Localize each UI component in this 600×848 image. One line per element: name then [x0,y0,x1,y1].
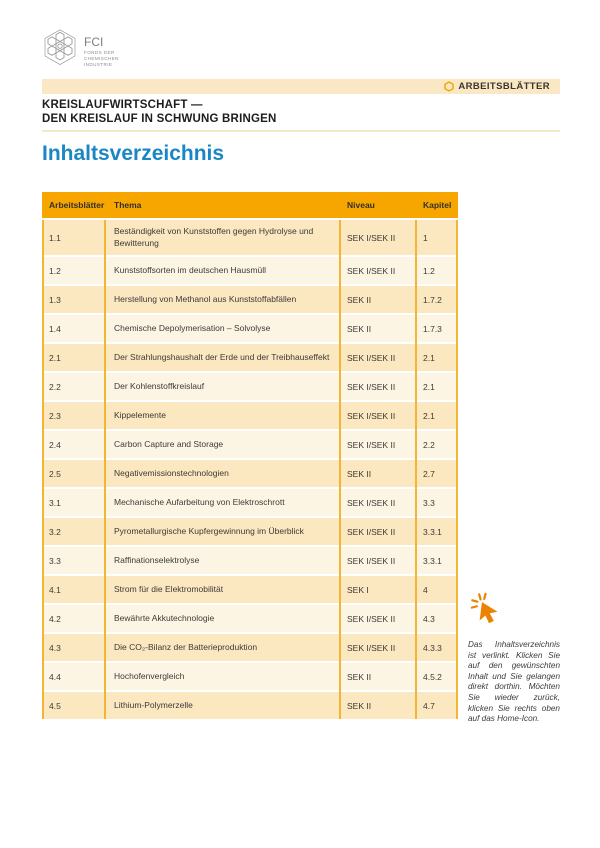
cell-kapitel: 4.3.3 [423,642,442,653]
cell-niveau: SEK I/SEK II [347,232,396,243]
hexagon-icon [444,81,454,92]
cell-thema: Kunststoffsorten im deutschen Hausmüll [114,264,266,275]
fci-logo [42,29,119,68]
cell-kapitel: 2.1 [423,381,435,392]
cell-thema: Hochofenvergleich [114,670,185,681]
cell-arbeitsblatt-id: 4.1 [49,584,61,595]
cell-niveau: SEK II [347,700,372,711]
cell-arbeitsblatt-id: 2.1 [49,352,61,363]
cell-kapitel: 3.3.1 [423,526,442,537]
cell-niveau: SEK I/SEK II [347,352,396,363]
cell-thema: Pyrometallurgische Kupfergewinnung im Überblick [114,525,304,536]
cell-niveau: SEK I/SEK II [347,439,396,450]
column-divider [456,220,458,719]
cell-thema: Beständigkeit von Kunststoffen gegen Hydrolyse und Bewitterung [114,226,314,248]
cell-kapitel: 4.3 [423,613,435,624]
cell-arbeitsblatt-id: 2.2 [49,381,61,392]
cell-thema: Strom für die Elektromobilität [114,583,224,594]
cell-niveau: SEK II [347,294,372,305]
cell-arbeitsblatt-id: 3.2 [49,526,61,537]
cell-niveau: SEK I/SEK II [347,497,396,508]
cell-thema: Chemische Depolymerisation – Solvolyse [114,322,271,333]
cell-arbeitsblatt-id: 4.2 [49,613,61,624]
cell-thema: Herstellung von Methanol aus Kunststoffabfällen [114,293,297,304]
doc-title-line2: DEN KREISLAUF IN SCHWUNG BRINGEN [42,112,277,125]
cell-arbeitsblatt-id: 1.3 [49,294,61,305]
cell-thema: Raffinationselektrolyse [114,554,200,565]
cell-arbeitsblatt-id: 4.4 [49,671,61,682]
arbeitsblaetter-banner [42,79,560,94]
linked-toc-note [468,592,560,725]
column-divider [415,220,417,719]
column-header-arbeitsblaetter: Arbeitsblätter [49,200,105,210]
cell-arbeitsblatt-id: 1.1 [49,232,61,243]
cell-thema: Kippelemente [114,409,166,420]
cell-kapitel: 1 [423,232,428,243]
logo-subtitle-line3: INDUSTRIE [84,61,113,67]
cell-niveau: SEK II [347,468,372,479]
note-text: Das Inhaltsverzeichnis ist verlinkt. Klicken Sie auf den gewünschten Inhalt und Sie gelangen direkt dorthin. Möchten Sie wieder zurück, klicken Sie rechts oben auf das Home-Icon. [468,640,560,724]
cell-niveau: SEK II [347,323,372,334]
column-header-thema: Thema [114,200,142,210]
toc-table-body [42,220,458,719]
cell-kapitel: 2.1 [423,410,435,421]
cell-kapitel: 1.7.3 [423,323,442,334]
cell-kapitel: 4.7 [423,700,435,711]
doc-title [42,99,277,126]
cell-thema: Negativemissionstechnologien [114,467,229,478]
cell-thema: Carbon Capture and Storage [114,438,224,449]
cell-arbeitsblatt-id: 1.4 [49,323,61,334]
cell-thema: Die CO₂-Bilanz der Batterieproduktion [114,641,258,652]
cell-arbeitsblatt-id: 4.5 [49,700,61,711]
cursor-click-icon [470,592,560,631]
cell-thema: Mechanische Aufarbeitung von Elektroschrott [114,496,285,507]
page-title: Inhaltsverzeichnis [42,142,225,165]
cell-arbeitsblatt-id: 4.3 [49,642,61,653]
cell-arbeitsblatt-id: 3.1 [49,497,61,508]
cell-niveau: SEK I/SEK II [347,642,396,653]
cell-thema: Lithium-Polymerzelle [114,699,193,710]
cell-niveau: SEK I/SEK II [347,381,396,392]
column-divider [339,220,341,719]
cell-arbeitsblatt-id: 1.2 [49,265,61,276]
cell-kapitel: 1.2 [423,265,435,276]
cell-kapitel: 4.5.2 [423,671,442,682]
cell-thema: Bewährte Akkutechnologie [114,612,215,623]
column-divider [104,220,106,719]
cell-kapitel: 2.2 [423,439,435,450]
fci-hexagon-logo-icon [42,29,78,68]
cell-niveau: SEK I/SEK II [347,555,396,566]
column-divider [42,220,44,719]
logo-subtitle-line2: CHEMISCHEN [84,55,119,61]
cell-kapitel: 4 [423,584,428,595]
cell-kapitel: 1.7.2 [423,294,442,305]
title-divider [42,130,560,132]
toc-table-header [42,192,458,218]
cell-niveau: SEK I [347,584,369,595]
cell-arbeitsblatt-id: 2.3 [49,410,61,421]
column-header-kapitel: Kapitel [423,200,452,210]
cell-arbeitsblatt-id: 2.5 [49,468,61,479]
cell-kapitel: 2.7 [423,468,435,479]
cell-niveau: SEK I/SEK II [347,265,396,276]
cell-thema: Der Kohlenstoffkreislauf [114,380,205,391]
cell-niveau: SEK II [347,671,372,682]
cell-niveau: SEK I/SEK II [347,613,396,624]
banner-label: ARBEITSBLÄTTER [458,81,550,92]
cell-thema: Der Strahlungshaushalt der Erde und der Treibhauseffekt [114,351,330,362]
cell-kapitel: 2.1 [423,352,435,363]
cell-arbeitsblatt-id: 2.4 [49,439,61,450]
logo-brand: FCI [84,35,104,49]
logo-subtitle-line1: FONDS DER [84,50,115,55]
cell-kapitel: 3.3 [423,497,435,508]
cell-niveau: SEK I/SEK II [347,526,396,537]
cell-arbeitsblatt-id: 3.3 [49,555,61,566]
cell-niveau: SEK I/SEK II [347,410,396,421]
column-header-niveau: Niveau [347,200,375,210]
cell-kapitel: 3.3.1 [423,555,442,566]
toc-table [42,192,458,719]
doc-title-line1: KREISLAUFWIRTSCHAFT — [42,99,203,111]
